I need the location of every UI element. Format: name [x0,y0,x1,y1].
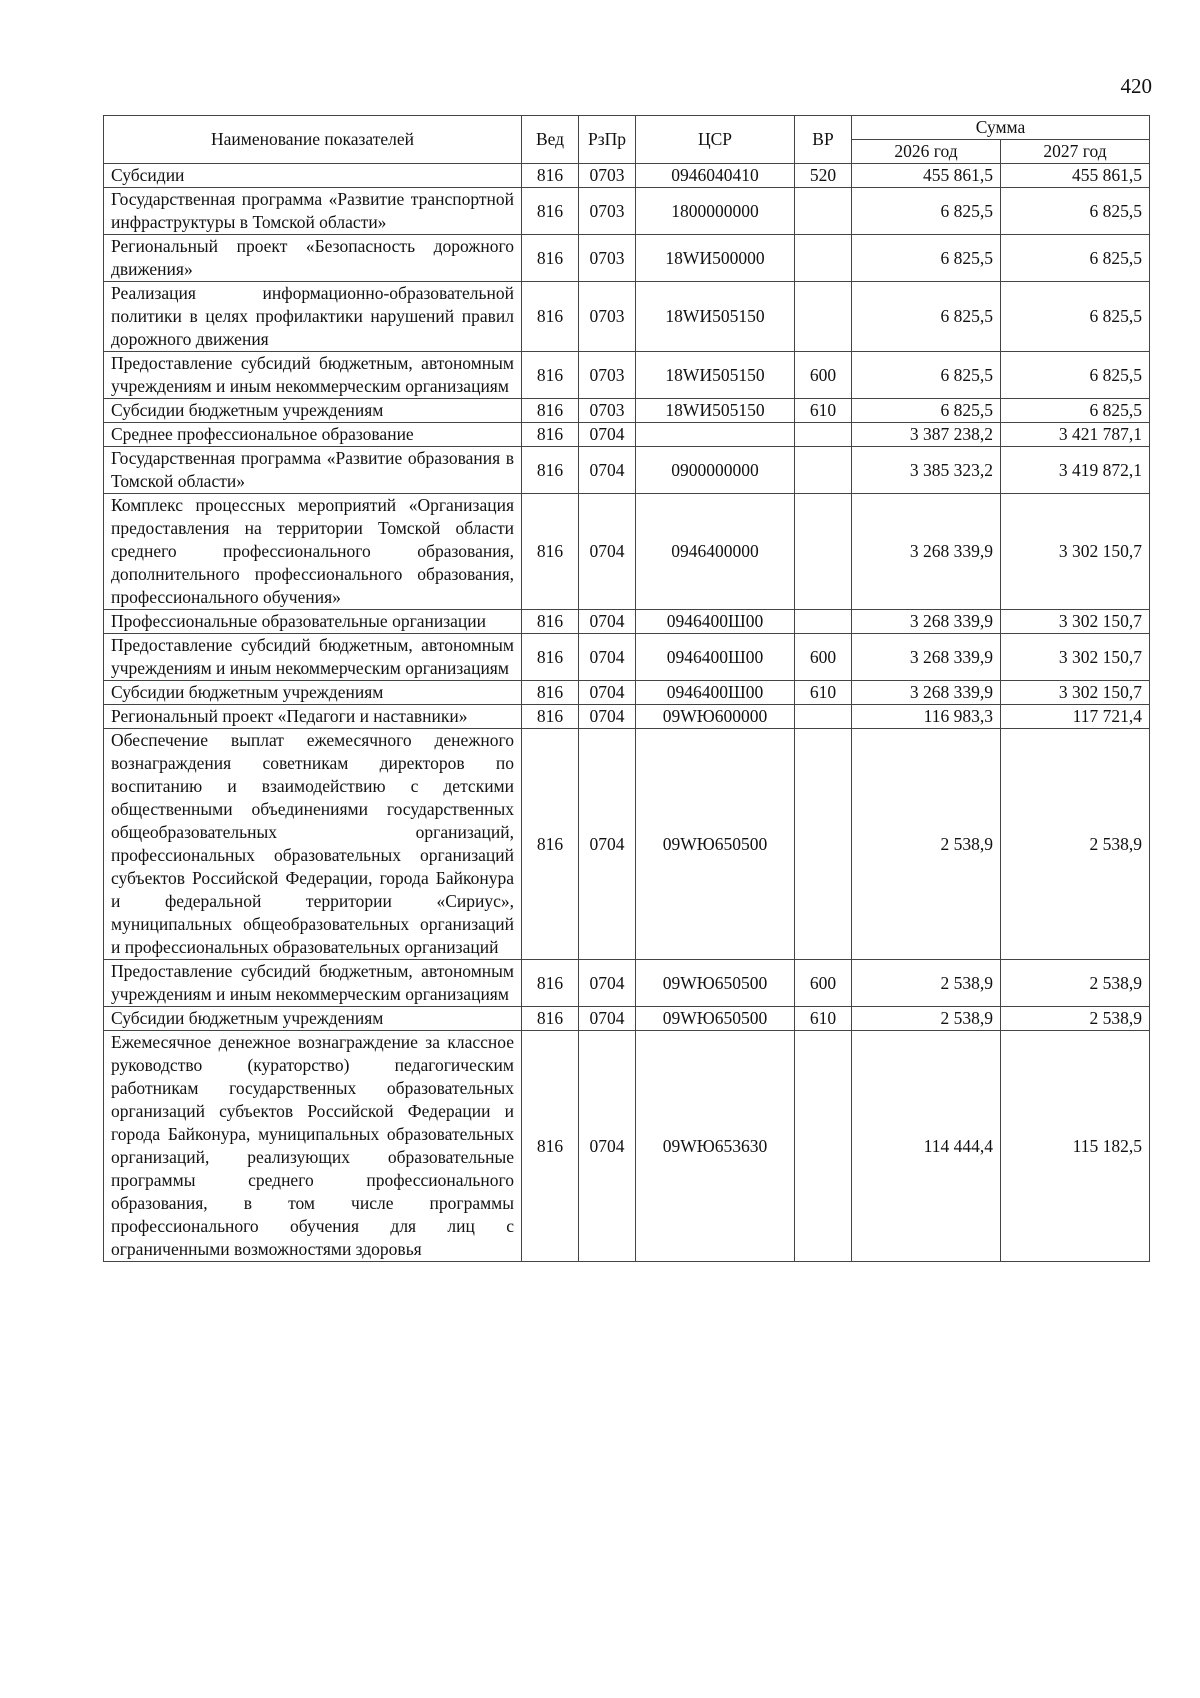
cell-name: Субсидии бюджетным учреждениям [104,681,522,705]
table-row [104,423,1150,447]
table-row [104,960,1150,1007]
cell-vr: 610 [795,681,852,705]
cell-vr [795,423,852,447]
cell-vr [795,282,852,352]
cell-y2027: 3 302 150,7 [1001,681,1150,705]
cell-name: Региональный проект «Безопасность дорожного движения» [104,235,522,282]
cell-name: Субсидии бюджетным учреждениям [104,399,522,423]
cell-name: Профессиональные образовательные организации [104,610,522,634]
cell-y2026: 2 538,9 [852,1007,1001,1031]
cell-rzpr: 0703 [579,164,636,188]
cell-y2027: 3 302 150,7 [1001,610,1150,634]
cell-y2027: 6 825,5 [1001,235,1150,282]
col-header-name: Наименование показателей [104,116,522,164]
cell-y2026: 3 385 323,2 [852,447,1001,494]
table-row [104,1007,1150,1031]
table-row [104,235,1150,282]
cell-rzpr: 0704 [579,634,636,681]
cell-csr: 0946400Ш00 [636,634,795,681]
cell-name: Обеспечение выплат ежемесячного денежного вознаграждения советникам директоров по воспитанию и взаимодействию с детскими общественными объединениями государственных общеобразовательных организаций, профессиональных образовательных организаций субъектов Российской Федерации, города Байконура и федеральной территории «Сириус», муниципальных общеобразовательных организаций и профессиональных образовательных организаций [104,729,522,960]
cell-y2027: 3 421 787,1 [1001,423,1150,447]
cell-ved: 816 [522,164,579,188]
cell-ved: 816 [522,1031,579,1262]
col-header-2026: 2026 год [852,140,1001,164]
cell-ved: 816 [522,960,579,1007]
cell-ved: 816 [522,729,579,960]
cell-rzpr: 0704 [579,447,636,494]
cell-y2026: 3 268 339,9 [852,634,1001,681]
table-row [104,494,1150,610]
cell-y2027: 115 182,5 [1001,1031,1150,1262]
cell-vr [795,494,852,610]
cell-y2026: 2 538,9 [852,729,1001,960]
cell-ved: 816 [522,188,579,235]
col-header-ved: Вед [522,116,579,164]
table-row [104,610,1150,634]
cell-csr: 09WЮ650500 [636,960,795,1007]
cell-rzpr: 0703 [579,188,636,235]
table-row [104,399,1150,423]
cell-y2027: 6 825,5 [1001,399,1150,423]
cell-vr [795,610,852,634]
cell-y2027: 117 721,4 [1001,705,1150,729]
col-header-sum: Сумма [852,116,1150,140]
cell-ved: 816 [522,352,579,399]
cell-y2027: 6 825,5 [1001,352,1150,399]
cell-ved: 816 [522,634,579,681]
cell-csr: 0946040410 [636,164,795,188]
cell-vr: 520 [795,164,852,188]
col-header-csr: ЦСР [636,116,795,164]
cell-vr: 600 [795,352,852,399]
cell-y2027: 2 538,9 [1001,729,1150,960]
cell-vr: 600 [795,634,852,681]
cell-y2026: 3 387 238,2 [852,423,1001,447]
cell-ved: 816 [522,705,579,729]
col-header-vr: ВР [795,116,852,164]
cell-y2026: 455 861,5 [852,164,1001,188]
cell-y2026: 6 825,5 [852,352,1001,399]
cell-name: Государственная программа «Развитие образования в Томской области» [104,447,522,494]
cell-ved: 816 [522,1007,579,1031]
col-header-2027: 2027 год [1001,140,1150,164]
table-header [104,116,1150,164]
table-row [104,705,1150,729]
cell-y2026: 6 825,5 [852,282,1001,352]
cell-name: Субсидии [104,164,522,188]
cell-ved: 816 [522,423,579,447]
cell-y2026: 2 538,9 [852,960,1001,1007]
cell-csr: 0946400000 [636,494,795,610]
cell-name: Среднее профессиональное образование [104,423,522,447]
cell-y2027: 6 825,5 [1001,282,1150,352]
cell-csr: 09WЮ650500 [636,729,795,960]
cell-y2026: 3 268 339,9 [852,681,1001,705]
cell-ved: 816 [522,610,579,634]
cell-ved: 816 [522,681,579,705]
cell-name: Региональный проект «Педагоги и наставники» [104,705,522,729]
cell-rzpr: 0704 [579,705,636,729]
cell-csr: 18WИ505150 [636,282,795,352]
cell-vr [795,235,852,282]
table-body [104,164,1150,1262]
table-row [104,1031,1150,1262]
cell-csr: 0900000000 [636,447,795,494]
cell-rzpr: 0704 [579,681,636,705]
cell-y2027: 3 302 150,7 [1001,634,1150,681]
cell-name: Предоставление субсидий бюджетным, автономным учреждениям и иным некоммерческим организациям [104,960,522,1007]
cell-y2026: 6 825,5 [852,235,1001,282]
cell-vr [795,705,852,729]
cell-name: Государственная программа «Развитие транспортной инфраструктуры в Томской области» [104,188,522,235]
cell-rzpr: 0704 [579,1007,636,1031]
cell-rzpr: 0703 [579,399,636,423]
table-row [104,447,1150,494]
cell-csr: 1800000000 [636,188,795,235]
cell-csr: 09WЮ653630 [636,1031,795,1262]
cell-csr: 09WЮ650500 [636,1007,795,1031]
cell-rzpr: 0704 [579,729,636,960]
cell-ved: 816 [522,494,579,610]
cell-name: Ежемесячное денежное вознаграждение за классное руководство (кураторство) педагогическим работникам государственных образовательных организаций субъектов Российской Федерации и города Байконура, муниципальных образовательных организаций, реализующих образовательные программы среднего профессионального образования, в том числе программы профессионального обучения для лиц с ограниченными возможностями здоровья [104,1031,522,1262]
cell-y2027: 2 538,9 [1001,1007,1150,1031]
cell-vr [795,188,852,235]
table-row [104,282,1150,352]
cell-csr: 18WИ500000 [636,235,795,282]
cell-csr: 18WИ505150 [636,399,795,423]
page-number: 420 [1120,74,1152,98]
cell-rzpr: 0704 [579,494,636,610]
cell-y2027: 3 419 872,1 [1001,447,1150,494]
cell-vr: 610 [795,399,852,423]
cell-y2027: 2 538,9 [1001,960,1150,1007]
cell-y2027: 3 302 150,7 [1001,494,1150,610]
cell-rzpr: 0703 [579,235,636,282]
cell-ved: 816 [522,399,579,423]
cell-vr: 600 [795,960,852,1007]
table-row [104,352,1150,399]
cell-name: Субсидии бюджетным учреждениям [104,1007,522,1031]
cell-name: Реализация информационно-образовательной политики в целях профилактики нарушений правил дорожного движения [104,282,522,352]
cell-vr: 610 [795,1007,852,1031]
cell-vr [795,447,852,494]
cell-rzpr: 0703 [579,282,636,352]
cell-rzpr: 0704 [579,960,636,1007]
cell-y2026: 6 825,5 [852,399,1001,423]
cell-ved: 816 [522,235,579,282]
cell-rzpr: 0704 [579,423,636,447]
table-row [104,188,1150,235]
col-header-rzpr: РзПр [579,116,636,164]
cell-y2027: 6 825,5 [1001,188,1150,235]
cell-y2026: 114 444,4 [852,1031,1001,1262]
cell-csr: 18WИ505150 [636,352,795,399]
cell-rzpr: 0704 [579,610,636,634]
cell-csr: 0946400Ш00 [636,681,795,705]
cell-y2026: 116 983,3 [852,705,1001,729]
cell-csr [636,423,795,447]
cell-vr [795,1031,852,1262]
cell-name: Комплекс процессных мероприятий «Организация предоставления на территории Томской области среднего профессионального образования, дополнительного профессионального образования, профессионального обучения» [104,494,522,610]
cell-csr: 0946400Ш00 [636,610,795,634]
cell-csr: 09WЮ600000 [636,705,795,729]
table-row [104,681,1150,705]
cell-ved: 816 [522,447,579,494]
table-row [104,634,1150,681]
cell-y2027: 455 861,5 [1001,164,1150,188]
cell-y2026: 3 268 339,9 [852,494,1001,610]
cell-y2026: 6 825,5 [852,188,1001,235]
cell-vr [795,729,852,960]
table-row [104,164,1150,188]
cell-name: Предоставление субсидий бюджетным, автономным учреждениям и иным некоммерческим организациям [104,352,522,399]
cell-rzpr: 0704 [579,1031,636,1262]
table-row [104,729,1150,960]
budget-table [103,115,1150,1262]
cell-rzpr: 0703 [579,352,636,399]
cell-y2026: 3 268 339,9 [852,610,1001,634]
cell-name: Предоставление субсидий бюджетным, автономным учреждениям и иным некоммерческим организациям [104,634,522,681]
cell-ved: 816 [522,282,579,352]
